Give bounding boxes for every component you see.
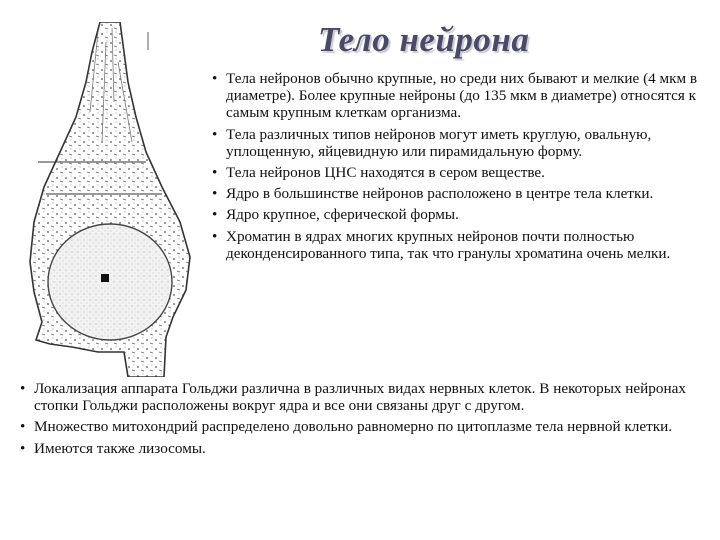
bullet-marker: • [212, 206, 218, 224]
neuron-drawing [28, 22, 218, 377]
bullet-marker: • [212, 70, 218, 87]
bullet-marker: • [212, 125, 218, 143]
list-item [212, 70, 702, 122]
list-item-text: Тела различных типов нейронов могут иметь круглую, овальную, уплощенную, яйцевидную или пирамидальную форму. [226, 125, 652, 160]
nucleolus-shape [101, 274, 109, 282]
list-item-text: Ядро крупное, сферической формы. [226, 206, 459, 224]
list-item [20, 380, 710, 414]
slide-title: Тело нейрона [318, 20, 530, 59]
bullet-marker: • [212, 164, 218, 182]
list-item [20, 418, 710, 435]
list-item [212, 228, 702, 262]
list-item-text: Имеются также лизосомы. [34, 439, 206, 457]
list-item-text: Тела нейронов ЦНС находятся в сером веществе. [226, 164, 545, 182]
list-item-text: Хроматин в ядрах многих крупных нейронов почти полностью деконденсированного типа, так что гранулы хроматина очень мелки. [226, 227, 671, 262]
list-item [212, 185, 702, 202]
list-item-text: Множество митохондрий распределено довольно равномерно по цитоплазме тела нервной клетки. [34, 418, 673, 436]
list-item-text: Локализация аппарата Гольджи различна в различных видах нервных клеток. В некоторых нейронах стопки Гольджи расположены вокруг ядра и все они связаны друг с другом. [34, 380, 686, 415]
bullet-marker: • [20, 418, 26, 436]
list-item [212, 126, 702, 160]
bullet-marker: • [212, 227, 218, 245]
list-item [20, 440, 710, 457]
bullet-marker: • [212, 185, 218, 203]
bottom-bullet-list [20, 380, 710, 461]
neuron-illustration [28, 22, 218, 377]
list-item [212, 164, 702, 181]
bullet-marker: • [20, 380, 26, 397]
list-item [212, 206, 702, 223]
list-item-text: Ядро в большинстве нейронов расположено в центре тела клетки. [226, 185, 654, 203]
list-item-text: Тела нейронов обычно крупные, но среди них бывают и мелкие (4 мкм в диаметре). Более крупные нейроны (до 135 мкм в диаметре) относятся к самым крупным клеткам организма. [226, 70, 698, 122]
bullet-marker: • [20, 439, 26, 457]
right-bullet-list [212, 70, 702, 266]
